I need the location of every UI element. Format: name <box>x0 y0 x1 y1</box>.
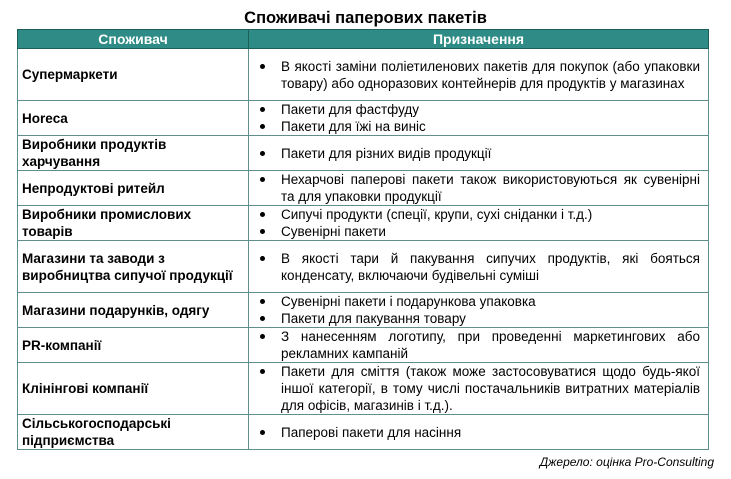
purpose-item <box>249 310 700 327</box>
purpose-cell <box>249 363 709 415</box>
bullet-icon <box>260 299 265 304</box>
table-row <box>18 328 709 363</box>
purpose-item <box>249 145 700 162</box>
purpose-cell <box>249 49 709 101</box>
purpose-cell <box>249 136 709 171</box>
purpose-list <box>249 171 700 205</box>
purpose-cell <box>249 415 709 450</box>
purpose-list <box>249 101 700 135</box>
purpose-list <box>249 58 700 92</box>
source-note: Джерело: оцінка Pro-Consulting <box>539 455 714 469</box>
purpose-text: Пакети для їжі на виніс <box>281 119 426 134</box>
consumer-cell: Сільськогосподарські підприємства <box>18 415 249 450</box>
bullet-icon <box>260 229 265 234</box>
table-row <box>18 101 709 136</box>
bullet-icon <box>260 316 265 321</box>
bullet-icon <box>260 256 265 261</box>
consumers-table <box>17 29 709 450</box>
bullet-icon <box>260 107 265 112</box>
purpose-item <box>249 223 700 240</box>
bullet-icon <box>260 124 265 129</box>
consumer-cell: Виробники продуктів харчування <box>18 136 249 171</box>
purpose-item <box>249 250 700 284</box>
purpose-text: Сувенірні пакети і подарункова упаковка <box>281 294 536 309</box>
purpose-item <box>249 58 700 92</box>
table-row <box>18 241 709 293</box>
purpose-text: З нанесенням логотипу, при проведенні маркетингових або рекламних кампаній <box>281 329 700 361</box>
purpose-item <box>249 171 700 205</box>
header-purpose: Призначення <box>249 30 709 49</box>
purpose-list <box>249 363 700 414</box>
consumer-cell: PR-компанії <box>18 328 249 363</box>
purpose-item <box>249 363 700 414</box>
purpose-item <box>249 328 700 362</box>
purpose-cell <box>249 328 709 363</box>
purpose-text: Пакети для пакування товару <box>281 311 466 326</box>
purpose-cell <box>249 171 709 206</box>
table-row <box>18 49 709 101</box>
bullet-icon <box>260 334 265 339</box>
consumer-cell: Виробники промислових товарів <box>18 206 249 241</box>
bullet-icon <box>260 369 265 374</box>
table-title: Споживачі паперових пакетів <box>244 9 487 27</box>
bullet-icon <box>260 212 265 217</box>
consumer-cell: Магазини та заводи з виробництва сипучої продукції <box>18 241 249 293</box>
purpose-cell <box>249 206 709 241</box>
bullet-icon <box>260 177 265 182</box>
consumer-cell: Клінінгові компанії <box>18 363 249 415</box>
purpose-text: Пакети для різних видів продукції <box>281 145 492 161</box>
purpose-list <box>249 206 700 240</box>
table-body <box>18 49 709 450</box>
purpose-item <box>249 293 700 310</box>
bullet-icon <box>260 151 265 156</box>
header-consumer: Споживач <box>18 30 249 49</box>
purpose-text: В якості тари й пакування сипучих продуктів, які бояться конденсату, включаючи будівельні суміші <box>281 250 700 283</box>
purpose-list <box>249 145 700 162</box>
purpose-list <box>249 328 700 362</box>
purpose-text: Пакети для сміття (також може застосовуватися щодо будь-якої іншої категорії, в тому числі постачальників витратних матеріалів для офісів, магазинів і т.д.). <box>281 364 700 413</box>
purpose-item <box>249 101 700 118</box>
purpose-text: Паперові пакети для насіння <box>281 424 462 440</box>
purpose-cell <box>249 241 709 293</box>
consumer-cell: Непродуктові ритейл <box>18 171 249 206</box>
table-row <box>18 293 709 328</box>
purpose-text: Сипучі продукти (спеції, крупи, сухі сніданки і т.д.) <box>281 207 593 222</box>
purpose-list <box>249 424 700 441</box>
consumer-cell: Horeca <box>18 101 249 136</box>
purpose-item <box>249 118 700 135</box>
purpose-item <box>249 424 700 441</box>
table-row <box>18 206 709 241</box>
table-row <box>18 363 709 415</box>
table-row <box>18 171 709 206</box>
table-row <box>18 415 709 450</box>
purpose-text: Сувенірні пакети <box>281 224 386 239</box>
purpose-cell <box>249 101 709 136</box>
table-row <box>18 136 709 171</box>
consumer-cell: Супермаркети <box>18 49 249 101</box>
consumer-cell: Магазини подарунків, одягу <box>18 293 249 328</box>
purpose-text: Нехарчові паперові пакети також використовуються як сувенірні та для упаковки продукції <box>281 172 700 204</box>
purpose-text: В якості заміни поліетиленових пакетів для покупок (або упаковки товару) або одноразових контейнерів для продуктів у магазинах <box>281 58 700 91</box>
purpose-text: Пакети для фастфуду <box>281 102 420 117</box>
purpose-list <box>249 250 700 284</box>
bullet-icon <box>260 64 265 69</box>
purpose-list <box>249 293 700 327</box>
bullet-icon <box>260 430 265 435</box>
table-header-row <box>18 30 709 49</box>
purpose-cell <box>249 293 709 328</box>
purpose-item <box>249 206 700 223</box>
